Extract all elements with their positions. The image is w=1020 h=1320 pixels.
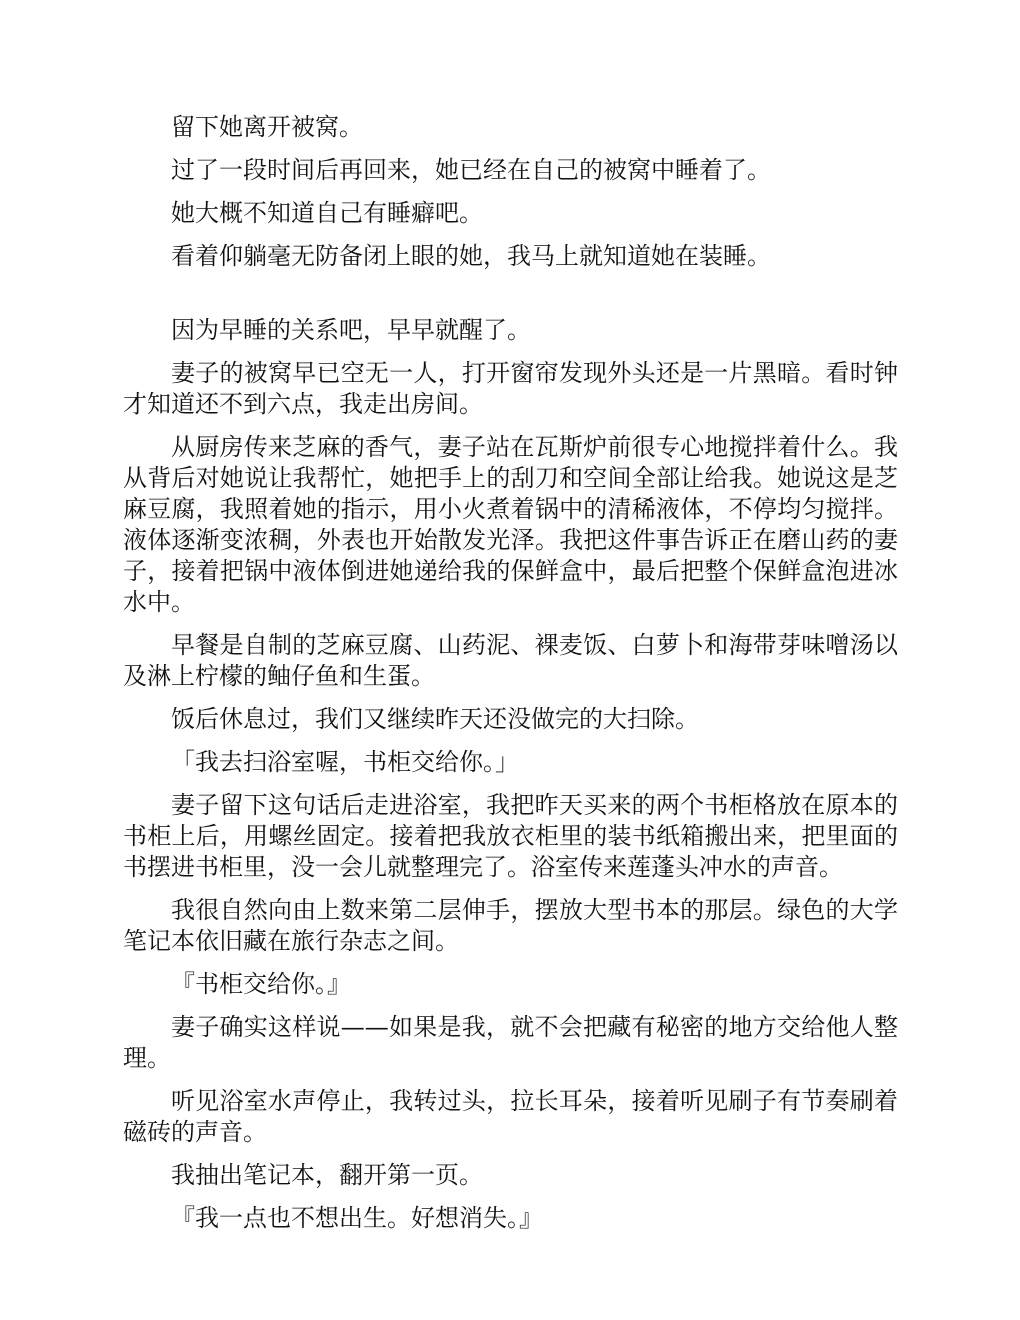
paragraph: 我抽出笔记本，翻开第一页。 <box>171 1161 483 1189</box>
page-body <box>123 112 898 1246</box>
paragraph: 听见浴室水声停止，我转过头，拉长耳朵，接着听见刷子有节奏刷着磁砖的声音。 <box>123 1087 898 1146</box>
paragraph: 从厨房传来芝麻的香气，妻子站在瓦斯炉前很专心地搅拌着什么。我从背后对她说让我帮忙，她把手上的刮刀和空间全部让给我。她说这是芝麻豆腐，我照着她的指示，用小火煮着锅中的清稀液体，不停均匀搅拌。液体逐渐变浓稠，外表也开始散发光泽。我把这件事告诉正在磨山药的妻子，接着把锅中液体倒进她递给我的保鲜盒中，最后把整个保鲜盒泡进冰水中。 <box>123 433 898 616</box>
paragraph: 饭后休息过，我们又继续昨天还没做完的大扫除。 <box>171 705 699 733</box>
paragraph: 早餐是自制的芝麻豆腐、山药泥、裸麦饭、白萝卜和海带芽味噌汤以及淋上柠檬的鲉仔鱼和生蛋。 <box>123 631 898 690</box>
quote: 『书柜交给你。』 <box>171 970 351 998</box>
paragraph: 因为早睡的关系吧，早早就醒了。 <box>171 316 531 344</box>
paragraph: 看着仰躺毫无防备闭上眼的她，我马上就知道她在装睡。 <box>171 242 771 270</box>
paragraph: 留下她离开被窝。 <box>171 113 363 141</box>
quote: 『我一点也不想出生。好想消失。』 <box>171 1204 543 1232</box>
paragraph: 我很自然向由上数来第二层伸手，摆放大型书本的那层。绿色的大学笔记本依旧藏在旅行杂志之间。 <box>123 896 898 955</box>
paragraph: 过了一段时间后再回来，她已经在自己的被窝中睡着了。 <box>171 156 771 184</box>
scene-break <box>123 284 898 315</box>
dialogue: 「我去扫浴室喔，书柜交给你。」 <box>171 748 519 776</box>
paragraph: 她大概不知道自己有睡癖吧。 <box>171 199 483 227</box>
paragraph: 妻子的被窝早已空无一人，打开窗帘发现外头还是一片黑暗。看时钟才知道还不到六点，我走出房间。 <box>123 359 898 418</box>
paragraph: 妻子留下这句话后走进浴室，我把昨天买来的两个书柜格放在原本的书柜上后，用螺丝固定。接着把我放衣柜里的装书纸箱搬出来，把里面的书摆进书柜里，没一会儿就整理完了。浴室传来莲蓬头冲水的声音。 <box>123 791 898 881</box>
paragraph: 妻子确实这样说——如果是我，就不会把藏有秘密的地方交给他人整理。 <box>123 1013 898 1072</box>
